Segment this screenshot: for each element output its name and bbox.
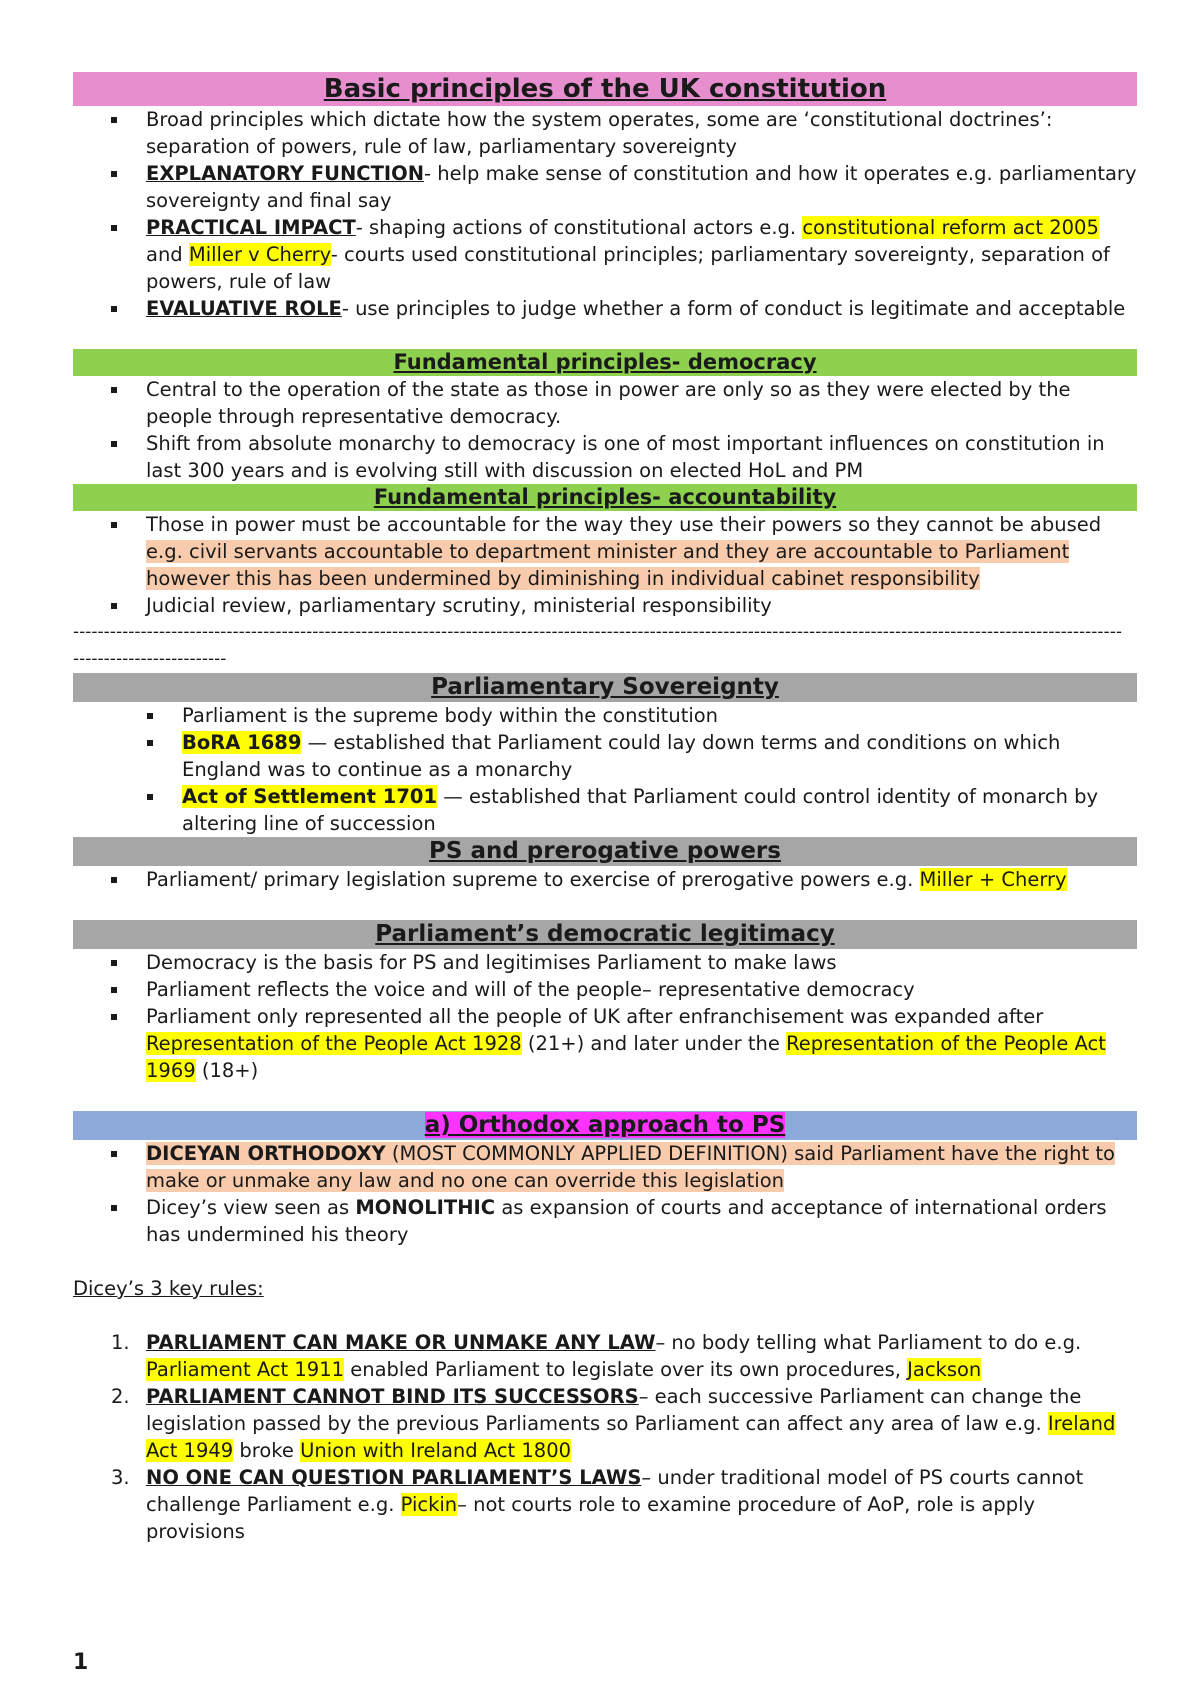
bullet-text: Parliament only represented all the people of UK after enfranchisement was expanded after (146, 1005, 1044, 1028)
orthodox-list (73, 1140, 1137, 1248)
bullet-text: enabled Parliament to legislate over its own procedures, (344, 1358, 908, 1381)
section-title-democracy: Fundamental principles- democracy (73, 349, 1137, 376)
list-item (73, 1464, 1137, 1545)
bullet-text: Democracy is the basis for PS and legitimises Parliament to make laws (146, 951, 837, 974)
bullet-text: Parliament is the supreme body within the constitution (182, 704, 719, 727)
highlight-case: Pickin (400, 1493, 458, 1516)
bullet-text: – under traditional model of PS courts cannot challenge Parliament e.g. (146, 1466, 1084, 1516)
highlight-case: Jackson (907, 1358, 982, 1381)
highlight-case: Miller + Cherry (919, 868, 1067, 891)
bullet-text: Parliament/ primary legislation supreme to exercise of prerogative powers e.g. (146, 868, 920, 891)
page-number: 1 (73, 1650, 89, 1675)
prerogative-list (73, 866, 1137, 893)
bullet-text: Those in power must be accountable for the way they use their powers so they cannot be abused (146, 513, 1102, 536)
bullet-text: - shaping actions of constitutional actors e.g. (355, 216, 803, 239)
list-item (73, 376, 1137, 430)
list-item (73, 592, 1137, 619)
bullet-text: Judicial review, parliamentary scrutiny, ministerial responsibility (146, 594, 772, 617)
list-item (73, 949, 1137, 976)
sovereignty-list (73, 702, 1137, 837)
bullet-text: (18+) (195, 1059, 259, 1082)
spacer (73, 893, 1137, 920)
bullet-text: Parliament reflects the voice and will of the people– representative democracy (146, 978, 915, 1001)
bullet-text: – each successive Parliament can change the legislation passed by the previous Parliaments so Parliament can affect any area of law e.g. (146, 1385, 1082, 1435)
highlight-statute: Parliament Act 1911 (146, 1358, 345, 1381)
section-title-orthodox-approach (73, 1111, 1137, 1140)
bullet-text: broke (233, 1439, 301, 1462)
list-item (73, 295, 1137, 322)
basic-principles-list (73, 106, 1137, 322)
section-title-basic-principles: Basic principles of the UK constitution (73, 72, 1137, 106)
list-item (73, 1194, 1137, 1248)
list-item (73, 976, 1137, 1003)
bold-term: DICEYAN ORTHODOXY (146, 1142, 386, 1165)
list-item (73, 1003, 1137, 1084)
bullet-text: (21+) and later under the (521, 1032, 787, 1055)
section-title-parliamentary-sovereignty: Parliamentary Sovereignty (73, 673, 1137, 702)
highlight-statute: Union with Ireland Act 1800 (300, 1439, 572, 1462)
list-item (73, 160, 1137, 214)
divider-line: --------------------------------------------------------------------------------------------------------------------------------------------------------------------------- (73, 622, 1122, 642)
bullet-text: (MOST COMMONLY APPLIED DEFINITION) said Parliament have the right to make or unmake any law and no one can override this legislation (146, 1142, 1115, 1192)
spacer (73, 1248, 1137, 1275)
bold-term: EVALUATIVE ROLE (146, 297, 342, 320)
legitimacy-list (73, 949, 1137, 1084)
highlight-case: constitutional reform act 2005 (802, 216, 1099, 239)
bullet-text: Broad principles which dictate how the system operates, some are ‘constitutional doctrines’: separation of powers, rule of law, parliamentary sovereignty (146, 108, 1053, 158)
bullet-text: - courts used constitutional principles; parliamentary sovereignty, separation of powers, rule of law (146, 243, 1110, 293)
spacer (73, 1084, 1137, 1111)
list-item (73, 511, 1137, 592)
section-title-democratic-legitimacy: Parliament’s democratic legitimacy (73, 920, 1137, 949)
bullet-text: Central to the operation of the state as those in power are only so as they were elected by the people through representative democracy. (146, 378, 1071, 428)
divider-line: ------------------------- (73, 649, 227, 669)
bold-term: EXPLANATORY FUNCTION (146, 162, 425, 185)
highlight-statute: Act of Settlement 1701 (182, 785, 438, 808)
section-title-text: a) Orthodox approach to PS (424, 1112, 786, 1138)
bold-term: NO ONE CAN QUESTION PARLIAMENT’S LAWS (146, 1466, 642, 1489)
list-item (73, 1383, 1137, 1464)
list-number: 1. (111, 1331, 130, 1354)
highlight-statute: Representation of the People Act 1969 (146, 1032, 1106, 1082)
highlight-case: Miller v Cherry (188, 243, 331, 266)
bullet-text: Dicey’s view seen as (146, 1196, 356, 1219)
list-item (73, 866, 1137, 893)
bold-term: PARLIAMENT CANNOT BIND ITS SUCCESSORS (146, 1385, 639, 1408)
highlight-statute: BoRA 1689 (182, 731, 302, 754)
list-item (73, 430, 1137, 484)
bullet-text: – not courts role to examine procedure of AoP, role is apply provisions (146, 1493, 1036, 1543)
list-item (73, 106, 1137, 160)
bullet-text: as expansion of courts and acceptance of international orders has undermined his theory (146, 1196, 1107, 1246)
highlight-statute: Representation of the People Act 1928 (146, 1032, 522, 1055)
list-number: 3. (111, 1466, 130, 1489)
highlight-example: e.g. civil servants accountable to department minister and they are accountable to Parliament however this has been undermined by diminishing in individual cabinet responsibility (146, 540, 1070, 590)
list-number: 2. (111, 1385, 130, 1408)
dicey-rules-list (73, 1329, 1137, 1545)
document-page (73, 72, 1137, 1545)
accountability-list (73, 511, 1137, 619)
bullet-text: — established that Parliament could lay down terms and conditions on which England was to continue as a monarchy (182, 731, 1061, 781)
bullet-text: — established that Parliament could control identity of monarch by altering line of succession (182, 785, 1099, 835)
list-item (73, 1140, 1137, 1194)
bullet-text: - use principles to judge whether a form of conduct is legitimate and acceptable (341, 297, 1126, 320)
spacer (73, 322, 1137, 349)
bullet-text: – no body telling what Parliament to do e.g. (655, 1331, 1082, 1354)
list-item (73, 214, 1137, 295)
bullet-text: - help make sense of constitution and how it operates e.g. parliamentary sovereignty and final say (146, 162, 1137, 212)
bullet-text: and (146, 243, 189, 266)
section-title-prerogative-powers: PS and prerogative powers (73, 837, 1137, 866)
democracy-list (73, 376, 1137, 484)
spacer (73, 1302, 1137, 1329)
section-title-accountability: Fundamental principles- accountability (73, 484, 1137, 511)
bullet-text: Shift from absolute monarchy to democracy is one of most important influences on constitution in last 300 years and is evolving still with discussion on elected HoL and PM (146, 432, 1105, 482)
list-item (73, 729, 1137, 783)
list-item (73, 1329, 1137, 1383)
bold-term: MONOLITHIC (355, 1196, 496, 1219)
list-item (73, 783, 1137, 837)
highlight-statute: Ireland Act 1949 (146, 1412, 1116, 1462)
bold-term: PARLIAMENT CAN MAKE OR UNMAKE ANY LAW (146, 1331, 656, 1354)
list-item (73, 702, 1137, 729)
rules-heading: Dicey’s 3 key rules: (73, 1277, 264, 1300)
bold-term: PRACTICAL IMPACT (146, 216, 356, 239)
